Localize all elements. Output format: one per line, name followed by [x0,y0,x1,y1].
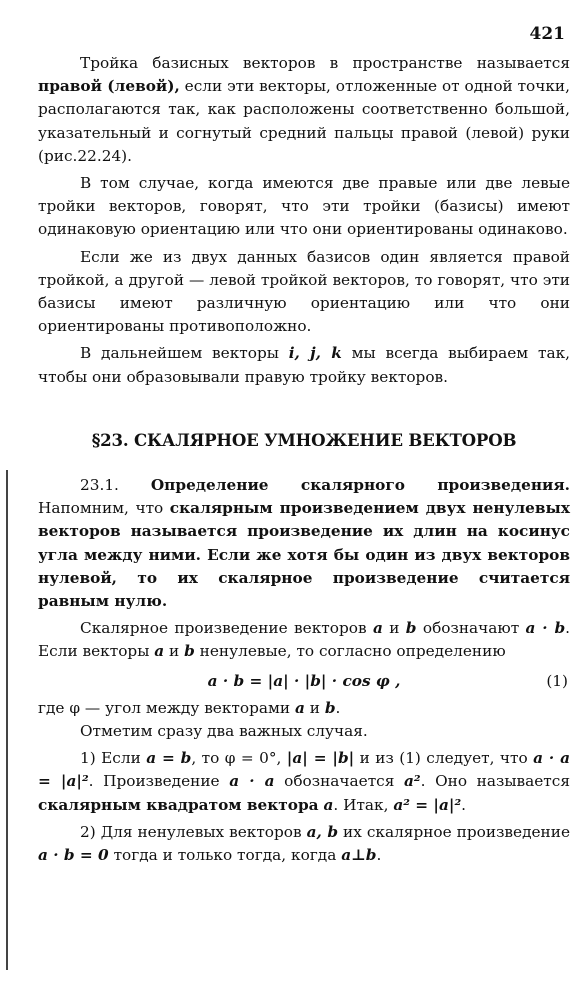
vector-b: b [184,642,195,661]
math-expr: a, b [306,822,339,841]
text-span: . Если векторы [38,619,571,661]
paragraph-ijk [38,342,570,388]
text-span: . [335,698,341,717]
text-span: если эти векторы, отложенные от одной точки, располагаются так, как расположены соответственно большой, указательный и согнутый средний пальцы правой (левой) руки (рис.22.24). [38,77,570,165]
text-span: ненулевые, то согласно определению [194,642,506,661]
text-span: 1) Если [80,749,147,768]
text-span: и из (1) следует, что [354,749,534,768]
paragraph-angle [38,697,570,720]
paragraph-same-orientation: В том случае, когда имеются две правые или две левые тройки векторов, говорят, что эти тройки (базисы) имеют одинаковую ориентацию или что они ориентированы одинаково. [38,174,570,239]
formula-1 [38,670,570,693]
vector-b: b [405,619,417,638]
paragraph-definition [38,474,570,613]
text-span: . [376,846,382,865]
term-right-left: правой (левой), [38,77,180,96]
section-heading: §23. СКАЛЯРНОЕ УМНОЖЕНИЕ ВЕКТОРОВ [91,429,517,450]
text-span: и [164,642,185,661]
math-expr: a · a = |a|² [38,749,570,791]
term-scalar-square: скалярным квадратом вектора [38,795,319,814]
text-span: Скалярное произведение векторов [80,619,373,638]
formula-number: (1) [546,671,568,690]
vector-ijk: i, j, k [288,344,342,363]
math-expr: |a| = |b| [286,749,355,768]
margin-rule [6,470,8,970]
vector-a: a [294,698,305,717]
text-span: их скалярное произведение [338,822,570,841]
text-span: Напомним, что [38,499,170,518]
paragraph-opposite-orientation: Если же из двух данных базисов один является правой тройкой, а другой — левой тройкой векторов, то говорят, что эти базисы имеют различную ориентацию или что они ориентированы противоположно. [38,247,570,336]
definition-text: скалярным произведением двух ненулевых векторов называется произведение их длин на косинус угла между ними. Если же хотя бы один из двух векторов нулевой, то их скалярное произведение считается равным нулю. [38,499,570,611]
text-span: где φ — угол между векторами [38,698,295,717]
text-span: . Произведение [88,772,230,791]
paragraph-right-triple [38,52,570,168]
text-span: . Итак, [333,795,394,814]
product-notation: a · b [525,619,566,638]
math-expr: a⊥b [341,846,377,865]
text-span: . [461,795,467,814]
paragraph-case-2 [38,821,570,867]
text-span: , то φ = 0°, [191,749,287,768]
math-expr: a² = |a|² [393,795,462,814]
math-expr: a = b [146,749,192,768]
paragraph-two-cases: Отметим сразу два важных случая. [80,722,368,741]
page-number: 421 [529,24,565,44]
text-span: тогда и только тогда, когда [108,846,342,865]
vector-b: b [324,698,336,717]
vector-a: a [372,619,383,638]
text-span: . Оно называется [420,772,570,791]
text-span: обозначается [274,772,405,791]
page-body [38,52,570,867]
text-span: и [382,619,406,638]
text-span: 2) Для ненулевых векторов [80,822,307,841]
text-span: Тройка базисных векторов в пространстве называется [80,54,570,72]
math-expr: a · b = 0 [38,846,109,865]
math-expr: a · a [229,772,275,791]
formula-text: a · b = |a| · |b| · cos φ , [207,671,401,690]
subsection-number: 23.1. [80,476,151,495]
math-expr: a² [404,772,421,791]
vector-a: a [154,642,165,661]
text-span: обозначают [416,619,526,638]
subsection-title: Определение скалярного произведения. [150,476,570,495]
text-span: В дальнейшем векторы [80,344,289,363]
text-span: и [304,698,325,717]
paragraph-notation [38,617,570,663]
math-expr: a [323,795,334,814]
text-span: мы всегда выбираем так, чтобы они образовывали правую тройку векторов. [38,344,570,386]
paragraph-case-1 [38,747,570,817]
